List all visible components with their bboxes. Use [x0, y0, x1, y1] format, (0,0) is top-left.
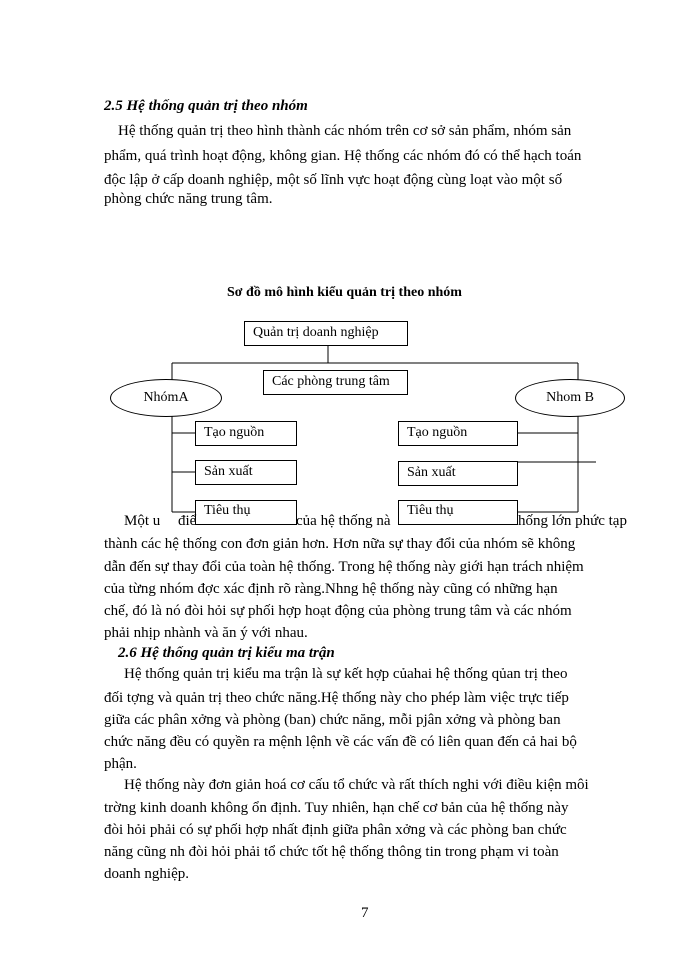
paragraph-line: năng cũng nh đòi hỏi phải tổ chức tốt hệ thống thông tin trong phạm vi toàn — [104, 844, 559, 860]
paragraph-line: Hệ thống quản trị theo hình thành các nhóm trên cơ sở sản phẩm, nhóm sản — [118, 123, 572, 139]
box-label: Tạo nguồn — [407, 425, 468, 440]
paragraph-line: Hệ thống này đơn giản hoá cơ cấu tổ chức và rất thích nghi với điều kiện môi — [124, 777, 589, 793]
diagram-title: Sơ đồ mô hình kiểu quản trị theo nhóm — [227, 285, 462, 300]
group-a-sales-box — [195, 500, 297, 525]
box-label: Tiêu thụ — [204, 503, 251, 518]
paragraph-line: phòng chức năng trung tâm. — [104, 191, 273, 207]
central-departments-box — [263, 370, 408, 395]
paragraph-line: chế, đó là nó đòi hỏi sự phối hợp hoạt động của phòng trung tâm và các nhóm — [104, 603, 572, 619]
paragraph-line: phải nhịp nhành và ăn ý với nhau. — [104, 625, 308, 641]
group-a-label: NhómA — [143, 390, 189, 405]
box-label: Tạo nguồn — [204, 425, 265, 440]
box-label: Sản xuất — [204, 464, 253, 479]
paragraph-line: thành các hệ thống con đơn giản hơn. Hơn nữa sự thay đổi của nhóm sẽ không — [104, 536, 576, 552]
paragraph-line: đối tợng và quản trị theo chức năng.Hệ thống này cho phép làm việc trực tiếp — [104, 690, 569, 706]
paragraph-line: phẩm, quá trình hoạt động, không gian. Hệ thống các nhóm đó có thể hạch toán — [104, 148, 582, 164]
page-number: 7 — [361, 905, 369, 921]
section-2-6-heading: 2.6 Hệ thống quản trị kiểu ma trận — [118, 645, 335, 661]
group-b-sales-box — [398, 500, 518, 525]
paragraph-line: chức năng đều có quyền ra mệnh lệnh về các vấn đề có liên quan đến cả hai bộ — [104, 734, 577, 750]
box-label: Tiêu thụ — [407, 503, 454, 518]
paragraph-fragment: của hệ thống nà — [296, 513, 391, 529]
group-b-production-box — [398, 461, 518, 486]
central-departments-label: Các phòng trung tâm — [272, 374, 390, 389]
paragraph-line: Hệ thống quản trị kiểu ma trận là sự kết hợp củahai hệ thống qủan trị theo — [124, 666, 568, 682]
group-a-production-box — [195, 460, 297, 485]
top-management-box — [244, 321, 408, 346]
paragraph-line: dẫn đến sự thay đổi của toàn hệ thống. Trong hệ thống này giới hạn trách nhiệm — [104, 559, 584, 575]
paragraph-line: trờng kinh doanh không ổn định. Tuy nhiên, hạn chế cơ bản của hệ thống này — [104, 800, 569, 816]
paragraph-line: đòi hỏi phải có sự phối hợp nhất định giữa phân xởng và các phòng ban chức — [104, 822, 567, 838]
paragraph-fragment: hống lớn phức tạp — [518, 513, 627, 529]
paragraph-fragment: Một u — [124, 513, 161, 529]
paragraph-fragment: điể — [178, 513, 197, 529]
group-a-sourcing-box — [195, 421, 297, 446]
paragraph-line: giữa các phân xởng và phòng (ban) chức năng, mỗi pjân xởng và phòng ban — [104, 712, 561, 728]
group-b-label: Nhom B — [546, 390, 594, 405]
group-b-sourcing-box — [398, 421, 518, 446]
paragraph-line: độc lập ở cấp doanh nghiệp, một số lĩnh vực hoạt động cùng loạt vào một số — [104, 172, 563, 188]
top-management-label: Quản trị doanh nghiệp — [253, 325, 379, 340]
group-a-ellipse — [110, 379, 222, 417]
paragraph-line: doanh nghiệp. — [104, 866, 189, 882]
box-label: Sản xuất — [407, 465, 456, 480]
paragraph-line: phận. — [104, 756, 137, 772]
group-b-ellipse — [515, 379, 625, 417]
paragraph-line: của từng nhóm đợc xác định rõ ràng.Nhng hệ thống này cũng có những hạn — [104, 581, 558, 597]
section-2-5-heading: 2.5 Hệ thống quản trị theo nhóm — [104, 98, 308, 114]
